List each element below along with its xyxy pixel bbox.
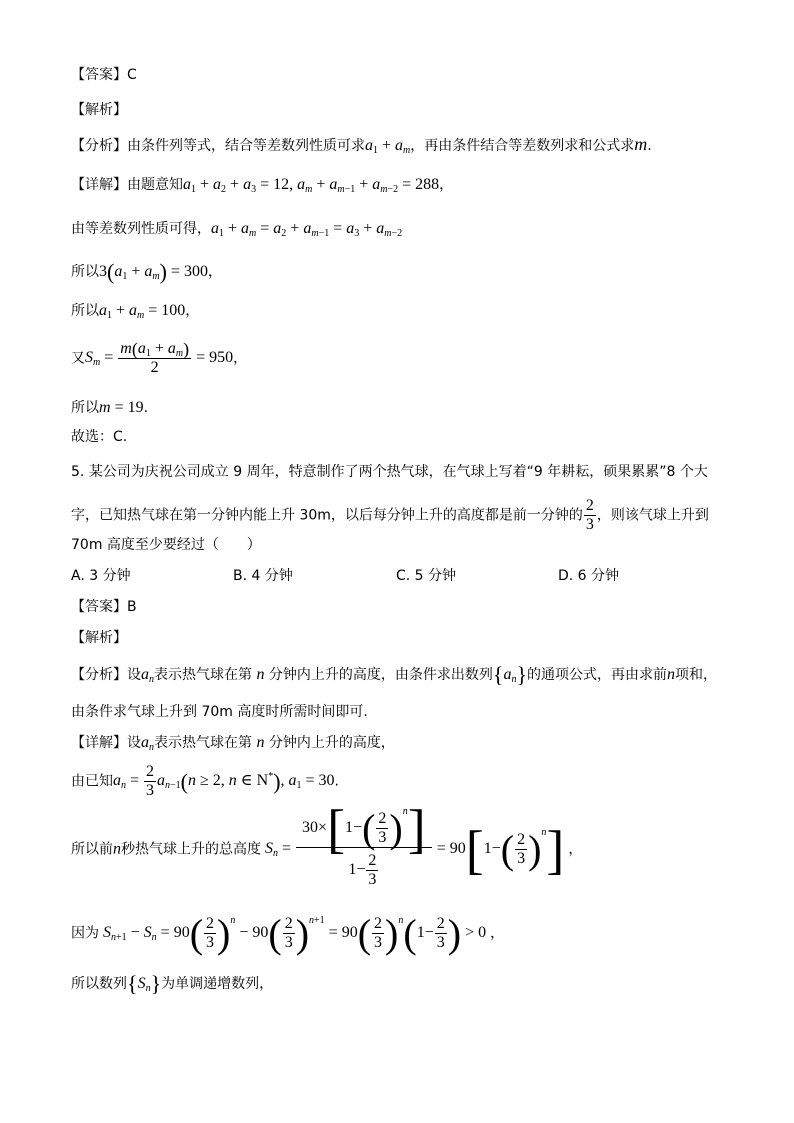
because-prefix: 因为: [71, 925, 99, 942]
fenxi2-e: 项和，: [675, 667, 718, 683]
detail-text-a: 由题意知: [127, 177, 183, 193]
formula-seq-an: $\{a_n\}$: [492, 662, 528, 688]
detail2-a: 设: [127, 735, 141, 751]
val-288: 288: [415, 176, 440, 193]
fenxi-text-b: ，再由条件结合等差数列求和公式求: [410, 138, 635, 154]
frac-sm: $\frac{m(a_1 + a_m)}{2}$: [120, 339, 190, 377]
var-n4: n: [113, 840, 121, 858]
detail2-b: 表示热气球在第: [154, 735, 252, 751]
val-950: 950: [209, 349, 234, 367]
formula-difference: $S_{n+1} - S_n = 90$( $\frac{2}{3}$ )$^n$ − 90( $\frac{2}{3}$ )$^{n+1}$ = 90( $\frac{2}{3}$ )$^n$(1− $\frac{2}{3}$ ) > 0: [103, 910, 491, 956]
question-text-b: 字，已知热气球在第一分钟内能上升 30m，以后每分钟上升的高度都是前一分钟的: [71, 507, 583, 524]
formula-sm: $S_m$ = $\frac{m(a_1 + a_m)}{2}$ = 950: [85, 339, 234, 377]
formula-a1-am: $a_1 + a_m$: [365, 137, 411, 156]
answer-value: C: [127, 67, 137, 83]
sum100-prefix: 所以: [71, 303, 99, 319]
formula-seq-sn: $\{S_n\}$: [127, 971, 162, 997]
fenxi-line-2: [71, 662, 718, 688]
choose-line-1: 故选：C.: [71, 429, 128, 445]
frac-sn: 30×[1−( $\frac{2}{3}$ )$^n$] 1− $\frac{2}{3}$: [296, 810, 432, 889]
three-sum-line: 所以$3(a_1 + a_m) = 300$，: [71, 259, 222, 285]
formula-sum-conditions: $a_1 + a_2 + a_3 = 12$, $a_m + a_{m-1} + a_{m-2} = 288$: [183, 176, 440, 195]
val-100: 100: [161, 302, 186, 319]
val-90: 90: [449, 840, 466, 858]
val-30: 30: [318, 772, 335, 790]
detail-line-1: 【详解】由题意知$a_1 + a_2 + a_3 = 12$, $a_m + a_{m-1} + a_{m-2} = 288$，: [71, 176, 454, 195]
fenxi-line-2b: 由条件求气球上升到 70m 高度时所需时间即可.: [71, 704, 368, 720]
question-5-line-1: [71, 462, 708, 482]
fenxi2-d: 的通项公式，再由求前: [527, 667, 668, 683]
property-prefix: 由等差数列性质可得，: [71, 221, 211, 237]
formula-sn: $S_n$ = 30×[1−( $\frac{2}{3}$ )$^n$] 1− $\frac{2}{3}$ = 90[1−( $\frac{2}{3}$ )$^n$]: [265, 798, 565, 888]
formula-property: $a_1 + a_m = a_2 + a_{m-1} = a_3 + a_{m-2}$: [211, 220, 403, 239]
detail2-c: 分钟内上升的高度，: [268, 735, 395, 751]
fenxi-label: 【分析】: [71, 138, 127, 154]
val-12: 12: [273, 176, 290, 193]
m19-line: 所以m = 19.: [71, 399, 149, 416]
mono-suffix: 为单调递增数列，: [161, 976, 274, 992]
formula-three-sum: $3(a_1 + a_m) = 300$: [99, 259, 208, 285]
var-n3: n: [256, 734, 265, 751]
question-5-line-3: 70m 高度至少要经过（ ）: [71, 537, 261, 553]
answer-label: 【答案】: [71, 67, 127, 83]
three-sum-prefix: 所以: [71, 264, 99, 280]
option-b: B. 4 分钟: [233, 568, 293, 584]
detail-label-2: 【详解】: [71, 735, 127, 751]
answer-value-2: B: [127, 599, 137, 615]
option-d: D. 6 分钟: [558, 568, 620, 584]
fenxi2-c: 分钟内上升的高度，由条件求出数列: [268, 667, 493, 683]
question-5-line-2: [71, 497, 709, 534]
analysis-heading-2: 【解析】: [71, 630, 127, 646]
answer-line-1: [71, 65, 137, 85]
property-line: [71, 219, 402, 239]
known-prefix: 由已知: [71, 773, 113, 790]
option-c: C. 5 分钟: [396, 568, 457, 584]
val-300: 300: [183, 263, 208, 280]
val-19: 19: [127, 399, 144, 416]
mono-prefix: 所以数列: [71, 976, 127, 992]
formula-sum100: $a_1 + a_m = 100$: [99, 302, 186, 321]
fenxi2-b: 表示热气球在第: [154, 667, 252, 683]
fenxi-text-a: 由条件列等式，结合等差数列性质可求: [127, 138, 365, 154]
sm-prefix: 又: [71, 350, 85, 367]
question-text-a: 某公司为庆祝公司成立 9 周年，特意制作了两个热气球，在气球上写着“9 年耕耘，硕果累累”8 个大: [88, 464, 708, 480]
frac-two-thirds: $\frac{2}{3}$: [585, 497, 594, 533]
option-a: A. 3 分钟: [71, 568, 131, 584]
detail-label: 【详解】: [71, 177, 127, 193]
answer-label-2: 【答案】: [71, 599, 127, 615]
var-n: n: [256, 666, 265, 683]
answer-line-2: [71, 597, 137, 617]
sum100-line: 所以$a_1 + a_m = 100$，: [71, 302, 200, 321]
fenxi-line-1: [71, 134, 652, 156]
formula-m19: m = 19: [99, 399, 144, 416]
fenxi-m: m: [634, 134, 648, 154]
formula-recurrence: $a_n$ = $\frac{2}{3}$ $a_{n-1}(n \ge 2$, n ∈ N*), $a_1 = 30$: [113, 763, 335, 799]
known-line: 由已知$a_n$ = $\frac{2}{3}$ $a_{n-1}(n \ge 2$, n ∈ N*), $a_1 = 30$.: [71, 763, 339, 799]
fenxi2-a: 设: [127, 667, 141, 683]
analysis-heading-1: 【解析】: [71, 102, 127, 118]
question-text-b2: ，则该气球上升到: [596, 507, 709, 524]
formula-an: $a_n$: [141, 666, 154, 685]
total-prefix: 所以前: [71, 841, 113, 858]
because-line: 因为 $S_{n+1} - S_n = 90$( $\frac{2}{3}$ )$^n$ − 90( $\frac{2}{3}$ )$^{n+1}$ = 90( $\frac{2}{3}$ )$^n$(1− $\frac{2}{3}$ ) > 0 ，: [71, 910, 505, 956]
sm-line: 又$S_m$ = $\frac{m(a_1 + a_m)}{2}$ = 950，: [71, 339, 248, 377]
question-number: 5.: [71, 464, 85, 480]
monotone-line: [71, 971, 274, 997]
m19-prefix: 所以: [71, 400, 99, 416]
total-height-line: 所以前n秒热气球上升的总高度 $S_n$ = 30×[1−( $\frac{2}{3}$ )$^n$] 1− $\frac{2}{3}$ = 90[1−( $\frac{2}{3}$ )$^n$] ，: [71, 798, 583, 888]
fenxi-end: .: [647, 138, 652, 154]
total-mid: 秒热气球上升的总高度: [121, 841, 261, 858]
fenxi-label-2: 【分析】: [71, 667, 127, 683]
formula-an-2: $a_n$: [141, 734, 154, 753]
detail-line-2: [71, 733, 395, 753]
var-n2: n: [667, 666, 676, 683]
